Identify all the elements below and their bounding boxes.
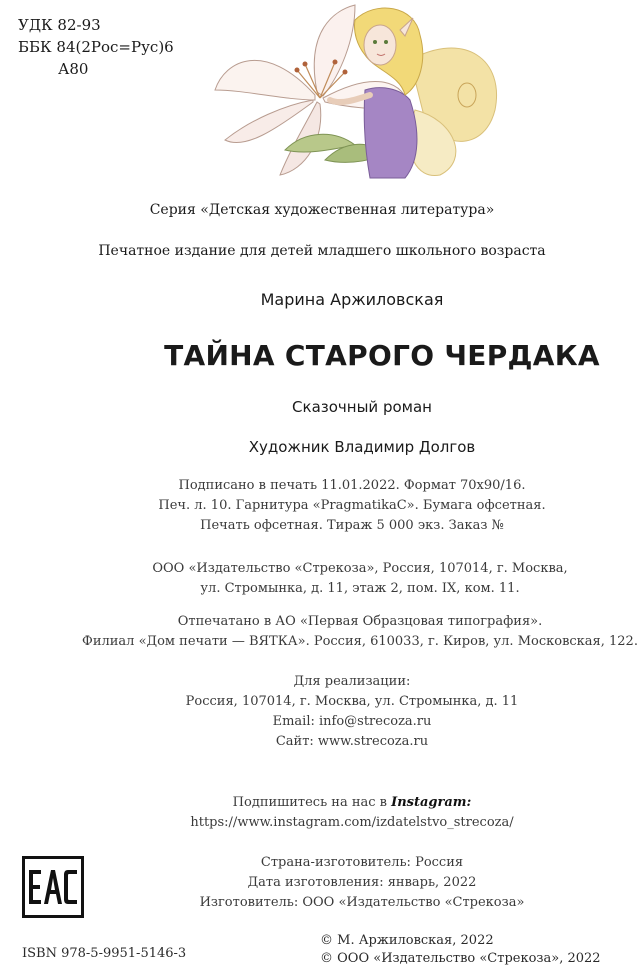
classification-codes xyxy=(18,14,174,80)
fairy-lily-illustration xyxy=(205,0,505,180)
origin-date: Дата изготовления: январь, 2022 xyxy=(247,875,477,890)
origin-country: Страна-изготовитель: Россия xyxy=(260,855,464,870)
printer-block xyxy=(38,612,644,652)
isbn-number: ISBN 978-5-9951-5146-3 xyxy=(22,946,187,961)
copyright-publisher: © ООО «Издательство «Стрекоза», 2022 xyxy=(320,951,601,966)
printer-line: Филиал «Дом печати — ВЯТКА». Россия, 610033, г. Киров, ул. Московская, 122. xyxy=(82,634,638,649)
sales-block xyxy=(30,672,644,752)
social-block xyxy=(30,793,644,833)
instagram-link[interactable]: https://www.instagram.com/izdatelstvo_strecoza/ xyxy=(190,815,514,830)
imprint-block xyxy=(30,476,644,536)
udk-code: УДК 82-93 xyxy=(18,16,101,34)
imprint-line: Печ. л. 10. Гарнитура «PragmatikaC». Бумага офсетная. xyxy=(158,498,546,513)
book-title: ТАЙНА СТАРОГО ЧЕРДАКА xyxy=(164,339,600,372)
imprint-line: Печать офсетная. Тираж 5 000 экз. Заказ № xyxy=(200,518,504,533)
copyright-author: © М. Аржиловская, 2022 xyxy=(320,933,494,948)
social-line xyxy=(30,793,644,813)
publisher-line: ул. Стромынка, д. 11, этаж 2, пом. IX, ком. 11. xyxy=(200,581,520,596)
sales-site[interactable]: Сайт: www.strecoza.ru xyxy=(275,734,429,749)
sales-heading: Для реализации: xyxy=(293,674,411,689)
bbk-code: ББК 84(2Рос=Рус)6 xyxy=(18,38,174,56)
eac-mark-icon xyxy=(22,856,84,918)
origin-maker: Изготовитель: ООО «Издательство «Стрекоза» xyxy=(199,895,525,910)
origin-block xyxy=(40,853,644,913)
publisher-block xyxy=(38,559,644,599)
series-line: Серия «Детская художественная литература» xyxy=(149,202,495,218)
imprint-line: Подписано в печать 11.01.2022. Формат 70х90/16. xyxy=(178,478,526,493)
artist-line: Художник Владимир Долгов xyxy=(248,438,476,456)
publisher-line: ООО «Издательство «Стрекоза», Россия, 107014, г. Москва, xyxy=(152,561,568,576)
printer-line: Отпечатано в АО «Первая Образцовая типография». xyxy=(177,614,543,629)
audience-line: Печатное издание для детей младшего школьного возраста xyxy=(98,243,546,259)
author-name: Марина Аржиловская xyxy=(260,290,444,309)
sales-address: Россия, 107014, г. Москва, ул. Стромынка, д. 11 xyxy=(185,694,519,709)
sales-email[interactable]: Email: info@strecoza.ru xyxy=(272,714,432,729)
author-mark: А80 xyxy=(58,60,89,78)
social-prefix: Подпишитесь на нас в xyxy=(232,795,392,810)
instagram-label: Instagram: xyxy=(391,795,472,810)
copyright-block xyxy=(320,932,601,968)
genre-line: Сказочный роман xyxy=(292,398,432,416)
